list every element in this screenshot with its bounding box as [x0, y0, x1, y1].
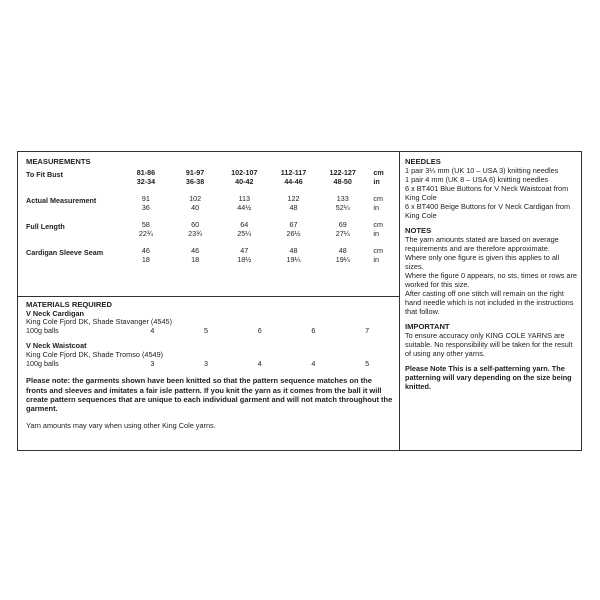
value-cm: 69: [338, 220, 347, 229]
value-cm: 46: [191, 246, 200, 255]
important-heading: IMPORTANT: [405, 322, 450, 331]
value-cm: 67: [289, 220, 298, 229]
qty-value: 5: [204, 325, 209, 335]
material-qty-table: [26, 327, 394, 336]
note-item: Where only one figure is given this applies to all sizes.: [405, 253, 560, 271]
qty-value: 6: [257, 325, 262, 335]
material-yarn: King Cole Fjord DK, Shade Stavanger (4545): [26, 317, 173, 327]
value-in: 22¾: [138, 228, 153, 238]
value-in: 18: [191, 254, 200, 264]
value-in: 40: [191, 202, 200, 212]
unit-cm: cm: [373, 168, 384, 177]
measurement-value: [318, 195, 367, 212]
qty-value: 4: [257, 358, 262, 368]
value-in: 19¼: [286, 254, 301, 264]
qty-value: 5: [365, 358, 370, 368]
value-in: 44-46: [284, 176, 303, 186]
value-cm: 60: [191, 220, 200, 229]
measurement-value: [171, 195, 220, 212]
measurement-value: [318, 247, 367, 264]
qty-label: 100g balls: [26, 358, 59, 368]
measurement-row: [26, 221, 394, 238]
measurement-value: [121, 221, 170, 238]
value-cm: 81-86: [136, 168, 156, 177]
value-in: 27¼: [335, 228, 350, 238]
value-in: 36: [141, 202, 150, 212]
unit-in: in: [373, 254, 379, 264]
unit-cm: cm: [373, 246, 383, 255]
materials-heading: MATERIALS REQUIRED: [26, 300, 112, 309]
needles-list: [405, 166, 577, 220]
measurement-units: [367, 169, 394, 186]
value-in: 40-42: [235, 176, 254, 186]
yarn-note-text: Yarn amounts may vary when using other King Cole yarns.: [26, 420, 216, 430]
measurement-row: [26, 247, 394, 264]
measurement-value: [121, 169, 170, 186]
measurement-value: [171, 169, 220, 186]
materials-section: [26, 301, 394, 430]
value-in: 23¾: [188, 228, 203, 238]
materials-list: [26, 310, 394, 369]
self-pattern-note: Please Note This is a self-patterning yarn. The patterning will vary depending on the size being knitted.: [405, 364, 572, 391]
qty-label: 100g balls: [26, 325, 59, 335]
unit-cm: cm: [373, 220, 383, 229]
value-in: 32-34: [136, 176, 156, 186]
measurement-value: [220, 247, 269, 264]
measurement-label: To Fit Bust: [26, 170, 63, 179]
value-in: 48-50: [333, 176, 352, 186]
measurement-value: [121, 247, 170, 264]
value-in: 48: [289, 202, 298, 212]
measurement-row: [26, 169, 394, 186]
note-item: Where the figure 0 appears, no sts, times or rows are worked for this size.: [405, 271, 577, 289]
value-in: 18: [141, 254, 150, 264]
measurement-value: [318, 221, 367, 238]
qty-value: 3: [150, 358, 155, 368]
measurement-value: [171, 221, 220, 238]
value-cm: 48: [289, 246, 298, 255]
notes-heading: NOTES: [405, 226, 432, 235]
value-cm: 48: [338, 246, 347, 255]
unit-in: in: [373, 176, 380, 186]
value-cm: 91: [141, 194, 150, 203]
material-title: V Neck Waistcoat: [26, 341, 87, 351]
value-cm: 133: [336, 194, 349, 203]
measurement-value: [220, 221, 269, 238]
measurements-table: [26, 169, 394, 264]
measurements-heading: MEASUREMENTS: [26, 157, 91, 166]
measurement-units: [367, 247, 394, 264]
needle-item: 1 pair 4 mm (UK 8 – USA 6) knitting needles: [405, 175, 549, 184]
measurement-value: [220, 169, 269, 186]
measurement-row: [26, 195, 394, 212]
value-cm: 102: [189, 194, 202, 203]
value-cm: 113: [238, 194, 251, 203]
measurement-label: Actual Measurement: [26, 196, 97, 205]
needle-item: 6 x BT401 Blue Buttons for V Neck Waistcoat from King Cole: [405, 184, 569, 202]
value-cm: 46: [141, 246, 150, 255]
value-in: 25¼: [237, 228, 252, 238]
measurement-value: [269, 195, 318, 212]
note-item: After casting off one stitch will remain on the right hand needle which is not included in the instructions that follow.: [405, 289, 574, 316]
value-cm: 64: [240, 220, 249, 229]
material-item: [26, 342, 394, 368]
qty-value: 4: [311, 358, 316, 368]
qty-value: 4: [150, 325, 155, 335]
needle-item: 1 pair 3¼ mm (UK 10 – USA 3) knitting needles: [405, 166, 559, 175]
value-cm: 47: [240, 246, 249, 255]
material-qty-table: [26, 360, 394, 369]
measurement-value: [121, 195, 170, 212]
qty-value: 3: [204, 358, 209, 368]
value-in: 19¼: [335, 254, 350, 264]
value-in: 36-38: [185, 176, 205, 186]
please-note-text: Please note: the garments shown have been knitted so that the pattern sequence matches on the fronts and sleeves and imitates a fair isle pattern. If you knit the yarn as it comes from the ball it will create pattern sequences that are unique to each individual garment and will not match throughout the garment.: [26, 376, 393, 414]
note-item: The yarn amounts stated are based on average requirements and are therefore approximate.: [405, 235, 559, 253]
measurement-value: [171, 247, 220, 264]
right-column: [405, 157, 577, 391]
measurement-label: Cardigan Sleeve Seam: [26, 248, 104, 257]
value-cm: 58: [141, 220, 150, 229]
material-item: [26, 310, 394, 336]
important-text: To ensure accuracy only KING COLE YARNS are suitable. No responsibility will be taken for the result of using any other yarns.: [405, 331, 573, 358]
needles-heading: NEEDLES: [405, 157, 441, 166]
value-in: 44½: [237, 202, 252, 212]
measurement-label: Full Length: [26, 222, 65, 231]
qty-value: 6: [311, 325, 316, 335]
material-title: V Neck Cardigan: [26, 308, 84, 318]
horizontal-divider: [18, 296, 399, 297]
measurement-value: [318, 169, 367, 186]
unit-in: in: [373, 228, 379, 238]
value-in: 52¼: [335, 202, 350, 212]
measurement-value: [269, 247, 318, 264]
pattern-info-box: [17, 151, 582, 451]
qty-value: 7: [365, 325, 370, 335]
unit-cm: cm: [373, 194, 383, 203]
value-cm: 91-97: [185, 168, 205, 177]
measurements-section: [26, 157, 394, 264]
needle-item: 6 x BT400 Beige Buttons for V Neck Cardigan from King Cole: [405, 202, 571, 220]
measurement-value: [269, 169, 318, 186]
material-yarn: King Cole Fjord DK, Shade Tromso (4549): [26, 349, 164, 359]
vertical-divider: [399, 152, 400, 450]
value-cm: 112-117: [280, 168, 307, 177]
measurement-value: [269, 221, 318, 238]
value-cm: 122-127: [329, 168, 356, 177]
notes-list: [405, 235, 577, 316]
value-cm: 122: [287, 194, 300, 203]
value-in: 26½: [286, 228, 301, 238]
value-in: 18½: [237, 254, 252, 264]
unit-in: in: [373, 202, 379, 212]
measurement-value: [220, 195, 269, 212]
value-cm: 102-107: [231, 168, 258, 177]
measurement-units: [367, 195, 394, 212]
measurement-units: [367, 221, 394, 238]
